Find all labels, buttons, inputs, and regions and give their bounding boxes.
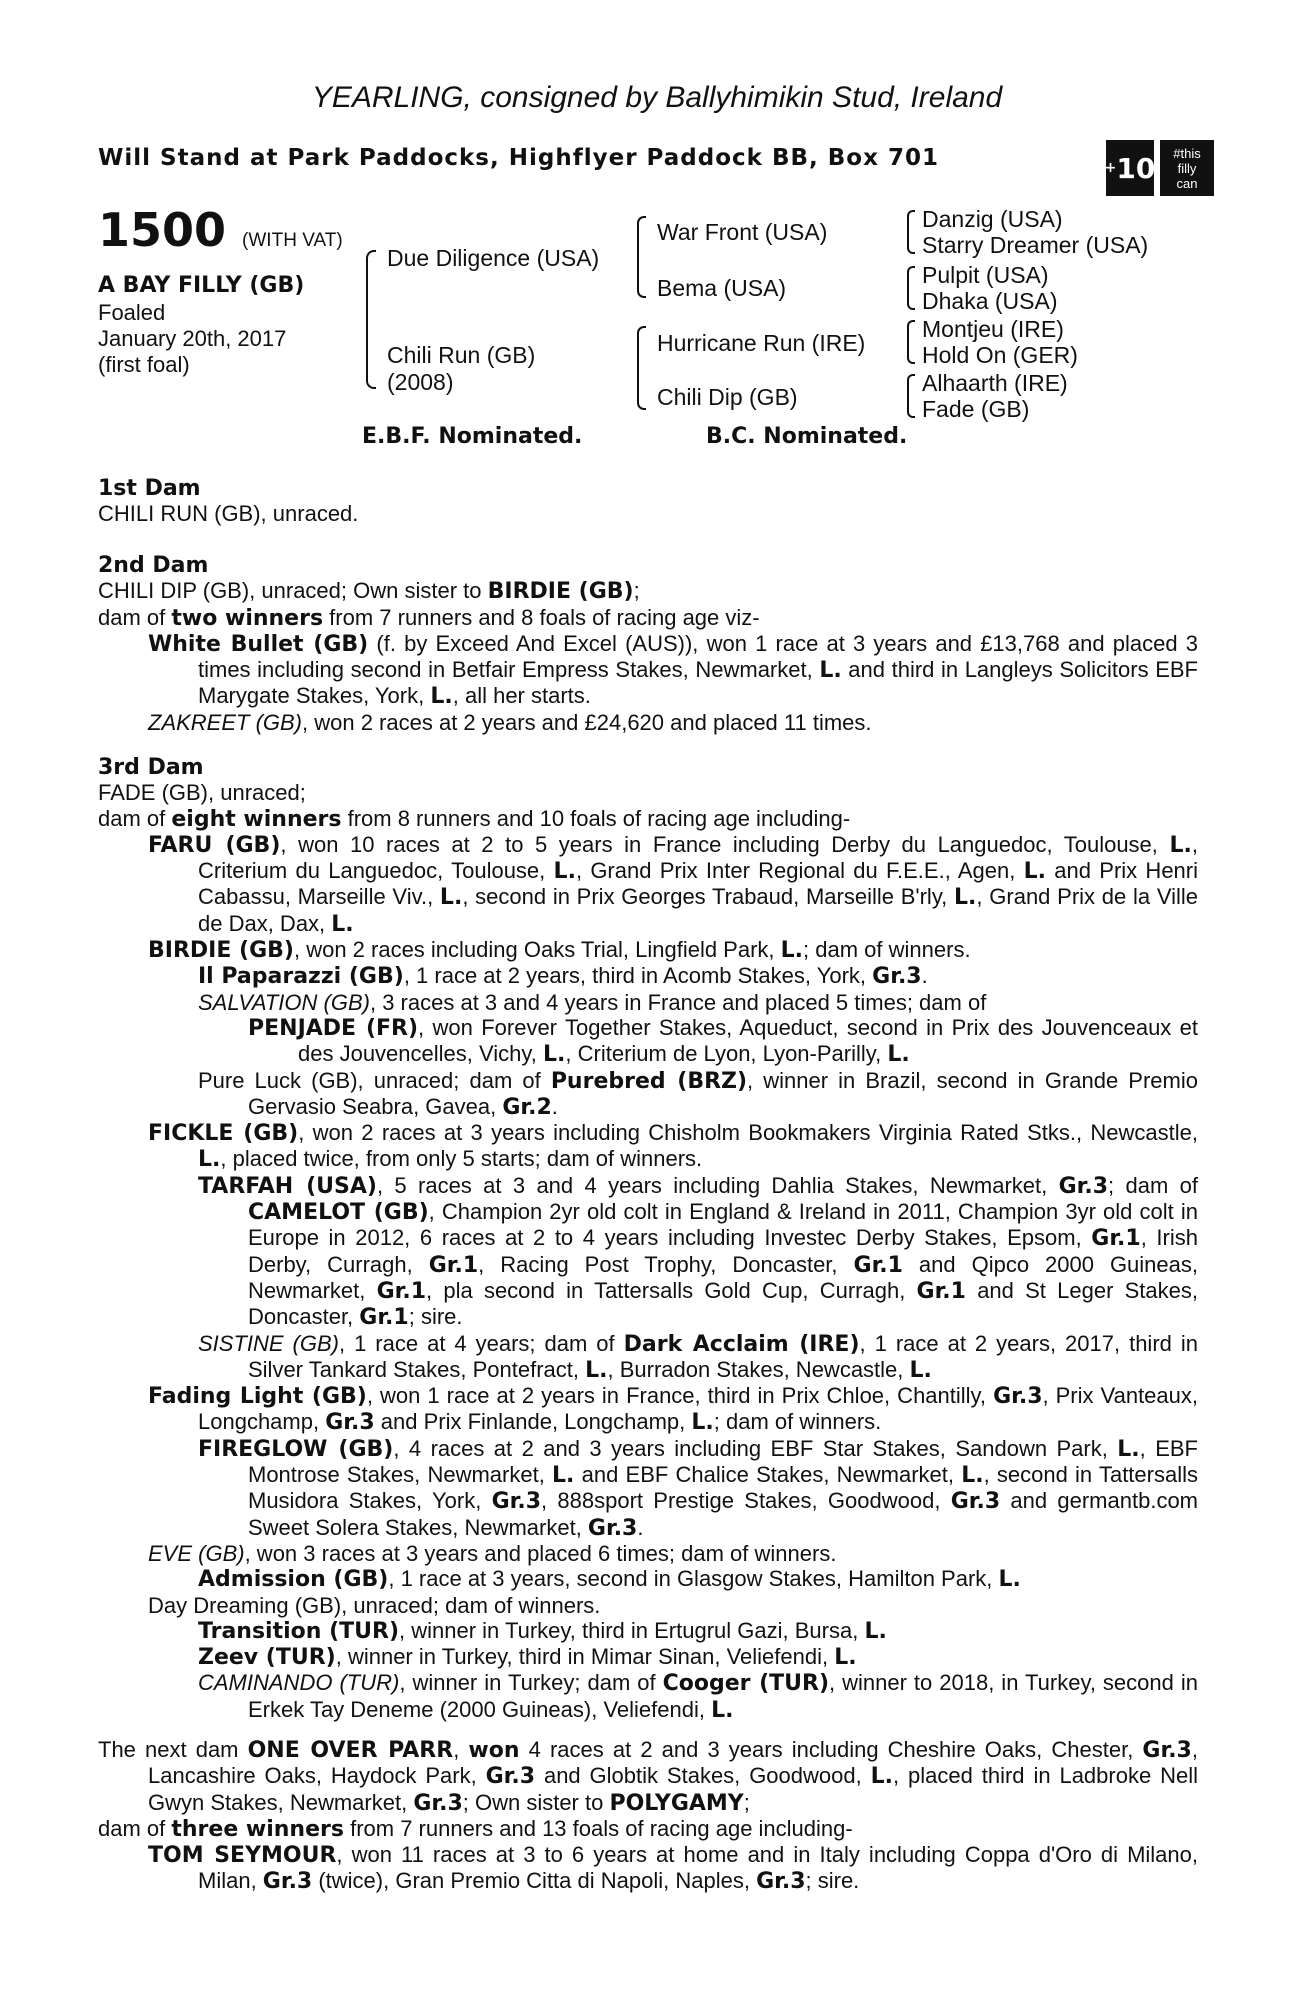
foaled-label: Foaled [98, 300, 166, 325]
eve-entry: EVE (GB), won 3 races at 3 years and placed 6 times; dam of winners. [148, 1540, 837, 1566]
day-dreaming-entry: Day Dreaming (GB), unraced; dam of winners. [148, 1592, 601, 1618]
sire-sire: War Front (USA) [657, 219, 828, 245]
next-dam [98, 1737, 1198, 1895]
sire: Due Diligence (USA) [387, 245, 600, 271]
g3-1: Danzig (USA) [922, 206, 1063, 232]
g3-5: Montjeu (IRE) [922, 316, 1064, 342]
dam-sire: Hurricane Run (IRE) [657, 330, 866, 356]
white-bullet-entry: White Bullet (GB) (f. by Exceed And Excel (AUS)), won 1 race at 3 years and £13,768 and placed 3 times including second in Betfair Empress Stakes, Newmarket, L. and third in Langleys Solicitors EBF Marygate Stakes, York, L., all her starts. [148, 630, 1198, 710]
second-dam-heading: 2nd Dam [98, 553, 209, 578]
dam: Chili Run (GB) [387, 342, 536, 368]
transition-entry: Transition (TUR), winner in Turkey, third in Ertugrul Gazi, Bursa, L. [198, 1617, 887, 1644]
g3-2: Starry Dreamer (USA) [922, 232, 1149, 258]
salvation-entry: SALVATION (GB), 3 races at 3 and 4 years in France and placed 5 times; dam of [198, 989, 987, 1015]
ebf-nominated: E.B.F. Nominated. [362, 424, 583, 449]
g3-7: Alhaarth (IRE) [922, 370, 1068, 396]
plus-ten-logo: + 10 [1106, 140, 1154, 196]
brace-g3-3 [907, 320, 915, 364]
brace-g3-4 [907, 374, 915, 418]
this-filly-can-logo: #this filly can [1160, 140, 1214, 196]
first-dam-text: CHILI RUN (GB), unraced. [98, 501, 359, 527]
first-dam [98, 476, 1198, 527]
second-dam [98, 553, 1198, 735]
vat-note: (WITH VAT) [242, 230, 343, 251]
lot-info [98, 205, 358, 378]
dam-dam: Chili Dip (GB) [657, 384, 798, 410]
penjade-entry: PENJADE (FR), won Forever Together Stakes, Aqueduct, second in Prix des Jouvenceaux et des Jouvencelles, Vichy, L., Criterium de Lyon, Lyon-Parilly, L. [248, 1014, 1198, 1068]
g3-4: Dhaka (USA) [922, 288, 1058, 314]
g3-6: Hold On (GER) [922, 342, 1078, 368]
brace-g3-1 [907, 210, 915, 254]
fickle-entry: FICKLE (GB), won 2 races at 3 years including Chisholm Bookmakers Virginia Rated Stks., Newcastle, L., placed twice, from only 5 starts; dam of winners. [148, 1120, 1198, 1173]
first-dam-heading: 1st Dam [98, 476, 201, 501]
dam-year: (2008) [387, 369, 454, 395]
brace-dam [637, 326, 646, 410]
fading-light-entry: Fading Light (GB), won 1 race at 2 years in France, third in Prix Chloe, Chantilly, Gr.3, Prix Vanteaux, Longchamp, Gr.3 and Prix Finlande, Longchamp, L.; dam of winners. [148, 1383, 1198, 1436]
tom-seymour-entry: TOM SEYMOUR, won 11 races at 3 to 6 years at home and in Italy including Coppa d'Oro di Milano, Milan, Gr.3 (twice), Gran Premio Citta di Napoli, Naples, Gr.3; sire. [148, 1842, 1199, 1895]
tarfah-entry: TARFAH (USA), 5 races at 3 and 4 years including Dahlia Stakes, Newmarket, Gr.3; dam of CAMELOT (GB), Champion 2yr old colt in England & Ireland in 2011, Champion 3yr old colt in Europe in 2012, 6 races at 2 to 4 years including Investec Derby Stakes, Epsom, Gr.1, Irish Derby, Curragh, Gr.1, Racing Post Trophy, Doncaster, Gr.1 and Qipco 2000 Guineas, Newmarket, Gr.1, pla second in Tattersalls Gold Cup, Curragh, Gr.1 and St Leger Stakes, Doncaster, Gr.1; sire. [198, 1172, 1199, 1331]
one-over-parr-entry: The next dam ONE OVER PARR, won 4 races at 2 and 3 years including Cheshire Oaks, Chester, Gr.3, Lancashire Oaks, Haydock Park, Gr.3 and Globtik Stakes, Goodwood, L., placed third in Ladbroke Nell Gwyn Stakes, Newmarket, Gr.3; Own sister to POLYGAMY; [98, 1737, 1198, 1816]
sire-dam: Bema (USA) [657, 275, 787, 301]
third-dam [98, 755, 1198, 1723]
first-foal-note: (first foal) [98, 352, 190, 377]
brace-main [366, 250, 376, 389]
second-dam-line1: CHILI DIP (GB), unraced; Own sister to BIRDIE (GB); [98, 578, 640, 605]
sistine-entry: SISTINE (GB), 1 race at 4 years; dam of Dark Acclaim (IRE), 1 race at 2 years, 2017, third in Silver Tankard Stakes, Pontefract, L., Burradon Stakes, Newcastle, L. [198, 1330, 1198, 1383]
il-paparazzi-entry: Il Paparazzi (GB), 1 race at 2 years, third in Acomb Stakes, York, Gr.3. [198, 963, 928, 990]
zeev-entry: Zeev (TUR), winner in Turkey, third in Mimar Sinan, Veliefendi, L. [198, 1644, 857, 1671]
lot-name: A BAY FILLY (GB) [98, 273, 305, 298]
g3-3: Pulpit (USA) [922, 262, 1049, 288]
stand-location: Will Stand at Park Paddocks, Highflyer Paddock BB, Box 701 [98, 145, 939, 171]
brace-g3-2 [907, 266, 915, 310]
next-dam-line2: dam of three winners from 7 runners and 13 foals of racing age including- [98, 1815, 853, 1842]
third-dam-heading: 3rd Dam [98, 755, 204, 780]
third-dam-line1: FADE (GB), unraced; [98, 780, 306, 806]
g3-8: Fade (GB) [922, 396, 1030, 422]
foaled-date: January 20th, 2017 [98, 326, 287, 351]
brace-sire [637, 216, 646, 298]
admission-entry: Admission (GB), 1 race at 3 years, second in Glasgow Stakes, Hamilton Park, L. [198, 1566, 1021, 1593]
catalogue-headline: YEARLING, consigned by Ballyhimikin Stud, Ireland [311, 81, 1003, 114]
zakreet-entry: ZAKREET (GB), won 2 races at 2 years and £24,620 and placed 11 times. [148, 709, 872, 735]
pure-luck-entry: Pure Luck (GB), unraced; dam of Purebred (BRZ), winner in Brazil, second in Grande Premio Gervasio Seabra, Gavea, Gr.2. [198, 1067, 1198, 1120]
third-dam-line2: dam of eight winners from 8 runners and 10 foals of racing age including- [98, 805, 851, 832]
second-dam-line2: dam of two winners from 7 runners and 8 foals of racing age viz- [98, 604, 760, 631]
lot-number: 1500 (WITH VAT) [98, 203, 343, 257]
fireglow-entry: FIREGLOW (GB), 4 races at 2 and 3 years including EBF Star Stakes, Sandown Park, L., EBF Montrose Stakes, Newmarket, L. and EBF Chalice Stakes, Newmarket, L., second in Tattersalls Musidora Stakes, York, Gr.3, 888sport Prestige Stakes, Goodwood, Gr.3 and germantb.com Sweet Solera Stakes, Newmarket, Gr.3. [198, 1435, 1198, 1541]
caminando-entry: CAMINANDO (TUR), winner in Turkey; dam of Cooger (TUR), winner to 2018, in Turkey, second in Erkek Tay Deneme (2000 Guineas), Veliefendi, L. [198, 1670, 1198, 1723]
bc-nominated: B.C. Nominated. [706, 424, 908, 449]
faru-entry: FARU (GB), won 10 races at 2 to 5 years in France including Derby du Languedoc, Toulouse, L., Criterium du Languedoc, Toulouse, L., Grand Prix Inter Regional du F.E.E., Agen, L. and Prix Henri Cabassu, Marseille Viv., L., second in Prix Georges Trabaud, Marseille B'rly, L., Grand Prix de la Ville de Dax, Dax, L. [148, 831, 1198, 937]
birdie-entry: BIRDIE (GB), won 2 races including Oaks Trial, Lingfield Park, L.; dam of winners. [148, 937, 971, 964]
